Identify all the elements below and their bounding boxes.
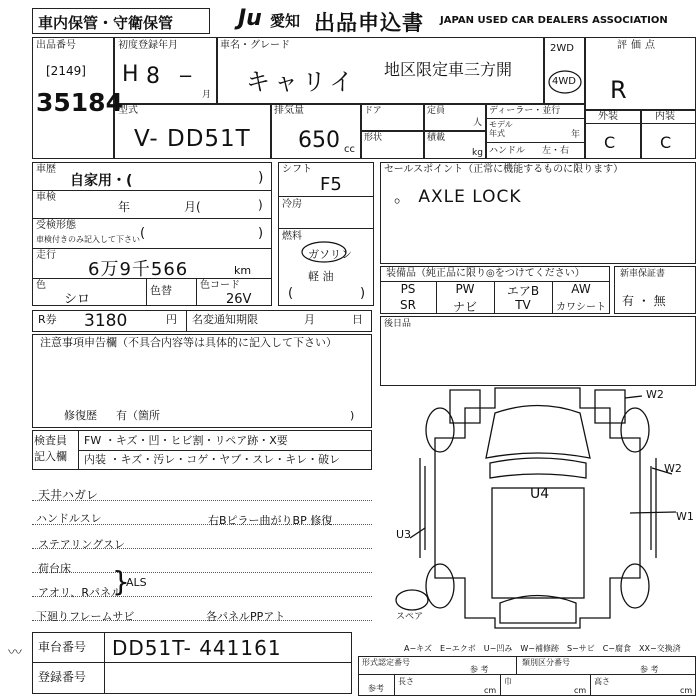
equip-tv: TV	[515, 298, 531, 312]
note-3: ステアリングスレ	[38, 538, 126, 551]
shape-label: 形状	[364, 133, 383, 143]
note-1: 天井ハガレ	[38, 488, 99, 502]
equip-sr: SR	[400, 298, 416, 312]
selling-points-label: セールスポイント（正常に機能するものに限ります）	[384, 164, 624, 175]
equip-navi: ナビ	[452, 300, 477, 314]
first-reg-month-unit: 月	[202, 90, 212, 100]
handle-label: ハンドル	[489, 146, 526, 156]
selling-points-block	[380, 162, 696, 264]
drive-4wd-circle	[547, 68, 585, 96]
r-ticket-unit: 円	[166, 313, 177, 326]
interior-label: 内装	[655, 111, 675, 122]
name-change-day: 日	[352, 313, 363, 326]
mark-u4: U4	[530, 486, 550, 502]
warranty-options: 有 ・ 無	[622, 294, 666, 308]
equip-ps: PS	[400, 282, 416, 296]
inspection-label: 車検	[36, 192, 56, 203]
equip-leather: カワシート	[556, 302, 606, 313]
note-right-2: 各パネルPPアト	[206, 610, 286, 623]
load-unit: kg	[472, 148, 483, 158]
mileage-label: 走行	[36, 250, 56, 261]
inspection-close: )	[258, 198, 263, 212]
shift-label: シフト	[282, 164, 312, 175]
org-en: JAPAN USED CAR DEALERS ASSOCIATION	[440, 15, 668, 26]
displacement-value: 650	[298, 128, 340, 153]
mileage-value: 6万9千566	[88, 259, 189, 280]
acceptance-label: 受検形態	[36, 220, 76, 231]
r-ticket-label: R券	[38, 313, 57, 326]
spare-label: スペア	[396, 612, 424, 622]
repair-close: )	[350, 409, 355, 422]
model-label: 型式	[118, 105, 138, 116]
capacity-label: 定員	[427, 106, 446, 116]
bt-cert-label: 形式認定番号	[362, 658, 410, 667]
inspector-label-1: 検査員	[34, 434, 67, 447]
brace-mark: }	[112, 565, 130, 598]
bt-cm-3: cm	[680, 686, 693, 695]
warranty-label: 新車保証書	[620, 269, 666, 279]
equip-pw: PW	[455, 282, 475, 296]
rating-label: 評価点	[617, 40, 659, 51]
inspector-label-2: 記入欄	[34, 450, 67, 463]
lot-number: 35184	[36, 88, 123, 117]
bt-class-label: 類別区分番号	[522, 658, 570, 667]
note-2: ハンドルスレ	[36, 512, 102, 525]
legend: A−キズ E−エクボ U−凹み W−補修跡 S−サビ C−腐食 XX−交換済	[404, 644, 681, 653]
brace-text: ALS	[126, 576, 147, 589]
door-label: ドア	[364, 106, 382, 116]
fuel-gasoline-circle	[300, 240, 348, 264]
displacement-label: 排気量	[274, 105, 304, 116]
capacity-unit: 人	[473, 118, 483, 128]
history-close: )	[258, 170, 264, 186]
name-change-month: 月	[304, 313, 315, 326]
mark-u3: U3	[396, 528, 412, 541]
fuel-open: (	[288, 286, 294, 301]
repair-label: 修復歴	[64, 409, 97, 422]
car-grade-value: 地区限定車三方開	[384, 60, 513, 79]
drive-2wd: 2WD	[550, 43, 574, 54]
drive-4wd: 4WD	[552, 76, 576, 87]
org-jp: 愛知	[270, 12, 301, 30]
exterior-value: C	[604, 133, 616, 152]
lot-bracket: [2149]	[46, 64, 86, 78]
car-name-value: キャリイ	[246, 68, 358, 96]
model-year-label: モデル 年式	[489, 120, 513, 138]
bt-height: 高さ	[594, 677, 610, 686]
chassis-label: 車台番号	[38, 640, 87, 654]
history-value: 自家用・(	[70, 173, 133, 189]
fuel-close: )	[360, 286, 366, 301]
mileage-unit: km	[234, 264, 252, 277]
inspection-year: 年	[118, 200, 131, 214]
note-5: アオリ、Rパネル	[38, 586, 122, 599]
year-unit: 年	[571, 130, 581, 140]
exterior-label: 外装	[598, 111, 618, 122]
notes-label: 注意事項申告欄（不具合内容等は具体的に記入して下さい）	[40, 336, 337, 349]
first-reg-year: 8	[146, 64, 160, 89]
acceptance-close: )	[258, 226, 264, 241]
note-6: 下廻りフレームサビ	[36, 610, 135, 623]
load-label: 積載	[427, 133, 446, 143]
car-damage-diagram	[380, 378, 696, 640]
ju-logo: Ju	[238, 6, 262, 31]
cooling-label: 冷房	[282, 199, 302, 210]
r-ticket-value: 3180	[84, 311, 128, 331]
first-reg-label: 初度登録年月	[118, 40, 178, 51]
history-label: 車歴	[36, 164, 56, 175]
fuel-label: 燃料	[282, 231, 302, 242]
fuel-gasoline: ガソリン	[308, 248, 352, 261]
mark-w1: W1	[676, 510, 694, 523]
margin-mark: 〰	[8, 645, 22, 661]
inspection-month: 月(	[184, 200, 201, 214]
interior-value: C	[660, 133, 672, 152]
note-4: 荷台床	[38, 562, 71, 575]
mark-w2-top: W2	[646, 388, 664, 401]
note-right-1: 右Bピラー曲がりBP 修復	[208, 514, 333, 527]
registration-label: 登録番号	[38, 670, 87, 684]
car-name-label: 車名・グレード	[220, 40, 290, 51]
dealer-label: ディーラー・並行	[489, 106, 561, 116]
color-code-value: 26V	[226, 292, 252, 307]
mark-w2-right: W2	[664, 462, 682, 475]
color-value: シロ	[64, 292, 91, 307]
rating-value: R	[610, 76, 627, 104]
inspector-row-1: FW ・キズ・凹・ヒビ割・リペア跡・X要	[84, 434, 288, 447]
color-label: 色	[36, 280, 46, 291]
color-code-label: 色コード	[200, 280, 240, 291]
bt-cm-1: cm	[484, 686, 497, 695]
retrofit-block	[380, 316, 696, 386]
equip-aw: AW	[571, 282, 591, 296]
selling-points-value: 。 AXLE LOCK	[394, 187, 522, 207]
equipment-label: 装備品（純正品に限り◎をつけてください）	[386, 268, 585, 279]
equip-airbag: エアB	[506, 284, 540, 298]
storage-title: 車内保管・守衛保管	[38, 14, 174, 32]
inspector-row-2: 内装 ・キズ・汚レ・コゲ・ヤブ・スレ・キレ・破レ	[84, 453, 341, 466]
bt-width: 巾	[504, 677, 512, 686]
color-change-label: 色替	[150, 284, 172, 297]
model-value: V- DD51T	[134, 126, 251, 152]
bt-ref-2: 参 考	[640, 665, 659, 674]
repair-value: 有（箇所	[116, 409, 160, 422]
bt-length: 長さ	[398, 677, 414, 686]
acceptance-open: (	[140, 226, 146, 241]
first-reg-dash: −	[178, 66, 194, 87]
shift-value: F5	[320, 174, 342, 195]
chassis-value: DD51T- 441161	[112, 636, 282, 660]
bt-cm-2: cm	[574, 686, 587, 695]
name-change-label: 名変通知期限	[192, 313, 258, 326]
bt-ref-1: 参 考	[470, 665, 489, 674]
acceptance-note: 車検付きのみ記入して下さい	[36, 235, 140, 244]
displacement-unit: cc	[344, 144, 355, 155]
fuel-diesel: 軽 油	[308, 270, 334, 283]
retrofit-label: 後日品	[384, 319, 412, 329]
form-title: 出品申込書	[314, 11, 424, 35]
first-reg-era: H	[122, 62, 139, 87]
lot-label: 出品番号	[36, 40, 76, 51]
handle-options: 左・右	[542, 146, 570, 156]
bt-ref-3: 参考	[368, 684, 384, 693]
